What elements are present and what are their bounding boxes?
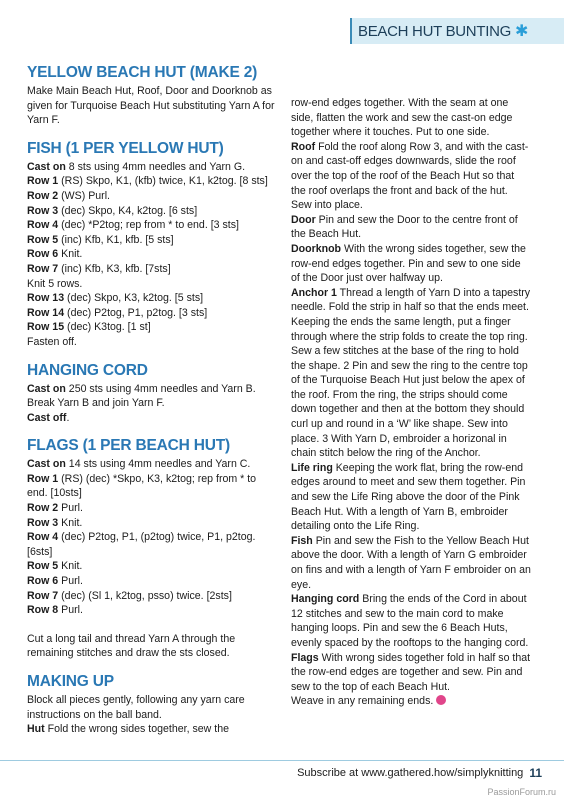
flags-heading: FLAGS (1 PER BEACH HUT) (27, 437, 230, 455)
making-up-paragraph: Flags With wrong sides together fold in half so that the row-end edges are together and sew. Pin and sew to the top of each Beach Hut. (291, 651, 531, 693)
fish-heading: FISH (1 PER YELLOW HUT) (27, 139, 224, 157)
fish-row-line: Cast on 8 sts using 4mm needles and Yarn G. (27, 160, 246, 173)
fish-row-line: Fasten off. (27, 335, 77, 348)
making-up-paragraph: Door Pin and sew the Door to the centre front of the Beach Hut. (291, 213, 518, 241)
making-up-heading: MAKING UP (27, 673, 114, 690)
section-header-title: BEACH HUT BUNTING (358, 22, 511, 40)
right-column (291, 96, 531, 709)
fish-instructions (27, 160, 277, 350)
cord-row-line: Cast off. (27, 411, 70, 424)
fish-row-line: Row 13 (dec) Skpo, K3, k2tog. [5 sts] (27, 292, 204, 305)
fish-row-line: Row 14 (dec) P2tog, P1, p2tog. [3 sts] (27, 306, 208, 319)
fish-row-line: Row 2 (WS) Purl. (27, 189, 110, 202)
flags-row-line: Row 2 Purl. (27, 502, 83, 515)
flags-finish-text: Cut a long tail and thread Yarn A through the remaining stitches and draw the sts closed. (27, 632, 236, 660)
flags-row-line: Row 5 Knit. (27, 560, 83, 573)
hut-instruction: Hut Fold the wrong sides together, sew the (27, 723, 229, 736)
fish-row-line: Row 6 Knit. (27, 248, 83, 261)
weave-line: Weave in any remaining ends. (291, 694, 531, 709)
cord-row-line: Break Yarn B and join Yarn F. (27, 397, 165, 410)
fish-row-line: Knit 5 rows. (27, 277, 83, 290)
making-up-paragraph: Fish Pin and sew the Fish to the Yellow Beach Hut above the door. With a length of Yarn G embroider on fins and with a length of Yarn F embroider on an eye. (291, 534, 531, 591)
fish-row-line: Row 3 (dec) Skpo, K4, k2tog. [6 sts] (27, 204, 198, 217)
fish-row-line: Row 1 (RS) Skpo, K1, (kfb) twice, K1, k2tog. [8 sts] (27, 175, 268, 188)
flags-row-line: Row 4 (dec) P2tog, P1, (p2tog) twice, P1, p2tog. [6sts] (27, 531, 256, 558)
fish-row-line: Row 7 (inc) Kfb, K3, kfb. [7sts] (27, 262, 171, 275)
making-up-paragraph: Hanging cord Bring the ends of the Cord in about 12 stitches and sew to the main cord to make hanging loops. Pin and sew the 6 Beach Huts, evenly spaced by the rooftops to the hanging cord. (291, 593, 529, 649)
making-up-paragraph: Life ring Keeping the work flat, bring the row-end edges around to meet and sew them together. Pin and sew the Life Ring above the door of the Pink Beach Hut. With a length of Yarn B, embroider detailing onto the Life Ring. (291, 461, 526, 533)
cord-row-line: Cast on 250 sts using 4mm needles and Yarn B. (27, 382, 256, 395)
yellow-hut-text: Make Main Beach Hut, Roof, Door and Doorknob as given for Turquoise Beach Hut substituting Yarn A for Yarn F. (27, 85, 275, 127)
left-column (27, 64, 277, 737)
making-up-paragraph: row-end edges together. With the seam at one side, flatten the work and sew the cast-on edge together where it touches. Put to one side. (291, 97, 513, 139)
flags-row-line: Row 3 Knit. (27, 516, 83, 529)
making-up-paragraph: Roof Fold the roof along Row 3, and with the cast-on and cast-off edges downwards, slide the roof over the top of the roof of the Beach Hut so that the roof overlaps the front and back of the hut. Sew into place. (291, 140, 529, 212)
star-icon: ✱ (514, 23, 529, 40)
fish-row-line: Row 5 (inc) Kfb, K1, kfb. [5 sts] (27, 233, 174, 246)
fish-row-line: Row 4 (dec) *P2tog; rep from * to end. [3 sts] (27, 219, 239, 232)
flags-instructions (27, 457, 277, 618)
page-footer (0, 760, 564, 784)
page-number: 11 (529, 765, 542, 780)
hanging-cord-heading: HANGING CORD (27, 361, 148, 379)
subscribe-text: Subscribe at www.gathered.how/simplyknitting (297, 766, 524, 779)
flags-row-line: Row 1 (RS) (dec) *Skpo, K3, k2tog; rep from * to end. [10sts] (27, 472, 257, 500)
yellow-hut-heading: YELLOW BEACH HUT (MAKE 2) (27, 64, 258, 81)
making-up-paragraph: Anchor 1 Thread a length of Yarn D into a tapestry needle. Fold the strip in half so that the ends meet. Keeping the ends the same length, put a finger through where the strip folds to create the top ring. Sew a few stitches at the base of the ring to hold the shape. 2 Pin and sew the ring to the centre top of the Turquoise Beach Hut just below the apex of the roof. From the ring, the strips should come down together and then at the bottom they should curl up and round in a ‘W’ like shape. Sew into place. 3 With Yarn D, embroider a horizonal in chain stitch below the ring of the Anchor. (291, 286, 531, 460)
section-header-tab (350, 18, 564, 44)
making-up-paragraph: Doorknob With the wrong sides together, sew the row-end edges together. Pin and sew to one side of the Door just over halfway up. (291, 242, 526, 285)
making-up-text: Block all pieces gently, following any yarn care instructions on the ball band. (27, 694, 245, 721)
flags-row-line: Cast on 14 sts using 4mm needles and Yarn C. (27, 458, 251, 471)
hanging-cord-instructions (27, 382, 277, 426)
flags-row-line: Row 6 Purl. (27, 575, 83, 588)
flags-row-line: Row 7 (dec) (Sl 1, k2tog, psso) twice. [2sts] (27, 589, 232, 602)
end-dot-icon (436, 695, 446, 705)
making-up-continued (291, 96, 531, 694)
fish-row-line: Row 15 (dec) K3tog. [1 st] (27, 321, 151, 334)
watermark: PassionForum.ru (487, 787, 556, 797)
flags-row-line: Row 8 Purl. (27, 604, 83, 617)
